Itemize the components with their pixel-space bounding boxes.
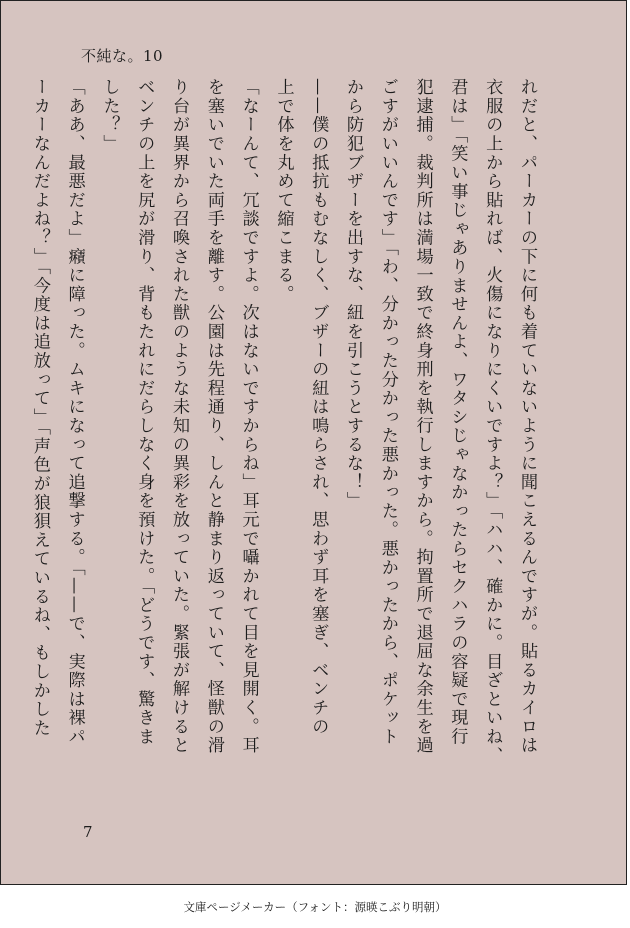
page-header-title: 不純な。10 (81, 47, 164, 65)
text-line: から防犯ブザーを出すな、紐を引こうとするな！」 (343, 78, 364, 511)
text-line: 君は」「笑い事じゃありませんよ、ワタシじゃなかったらセクハラの容疑で現行 (447, 78, 468, 747)
vertical-body-text (22, 78, 544, 798)
text-line: 衣服の上から貼れば、火傷になりにくいですよ？」「ハハ、確かに。目ざといね、 (482, 78, 503, 765)
text-line: した？」 (99, 78, 120, 154)
footer-credit: 文庫ページメーカー（フォント：源暎こぶり明朝） (183, 900, 447, 914)
text-line: 「ああ、最悪だよ」癪に障った。ムキになって追撃する。「——で、実際は裸パ (64, 78, 85, 747)
text-line: 上で体を丸めて縮こまる。 (273, 78, 294, 304)
text-line: ごすがいいんです」「わ、分かった分かった悪かった。悪かったから、ポケット (377, 78, 398, 747)
text-line: ——僕の抵抗もむなしく、ブザーの紐は鳴らされ、思わず耳を塞ぎ、ベンチの (308, 78, 329, 736)
text-line: ベンチの上を尻が滑り、背もたれにだらしなく身を預けた。「どうです、驚きま (134, 78, 155, 747)
text-line: ーカーなんだよね？」「今度は追放って」「声色が狼狽えているね、もしかした (29, 78, 50, 738)
text-line: り台が異界から召喚された獣のような未知の異彩を放っていた。緊張が解けると (169, 78, 190, 755)
page-number: 7 (83, 823, 93, 841)
text-line: 「なーんて、冗談ですよ。次はないですからね」耳元で囁かれて目を見開く。耳 (238, 78, 259, 755)
text-line: 犯逮捕。裁判所は満場一致で終身刑を執行しますから。拘置所で退屈な余生を過 (412, 78, 433, 755)
text-line: を塞いでいた両手を離す。公園は先程通り、しんと静まり返っていて、怪獣の滑 (203, 78, 224, 755)
text-line: れだと、パーカーの下に何も着ていないように聞こえるんですが。貼るカイロは (517, 78, 537, 755)
